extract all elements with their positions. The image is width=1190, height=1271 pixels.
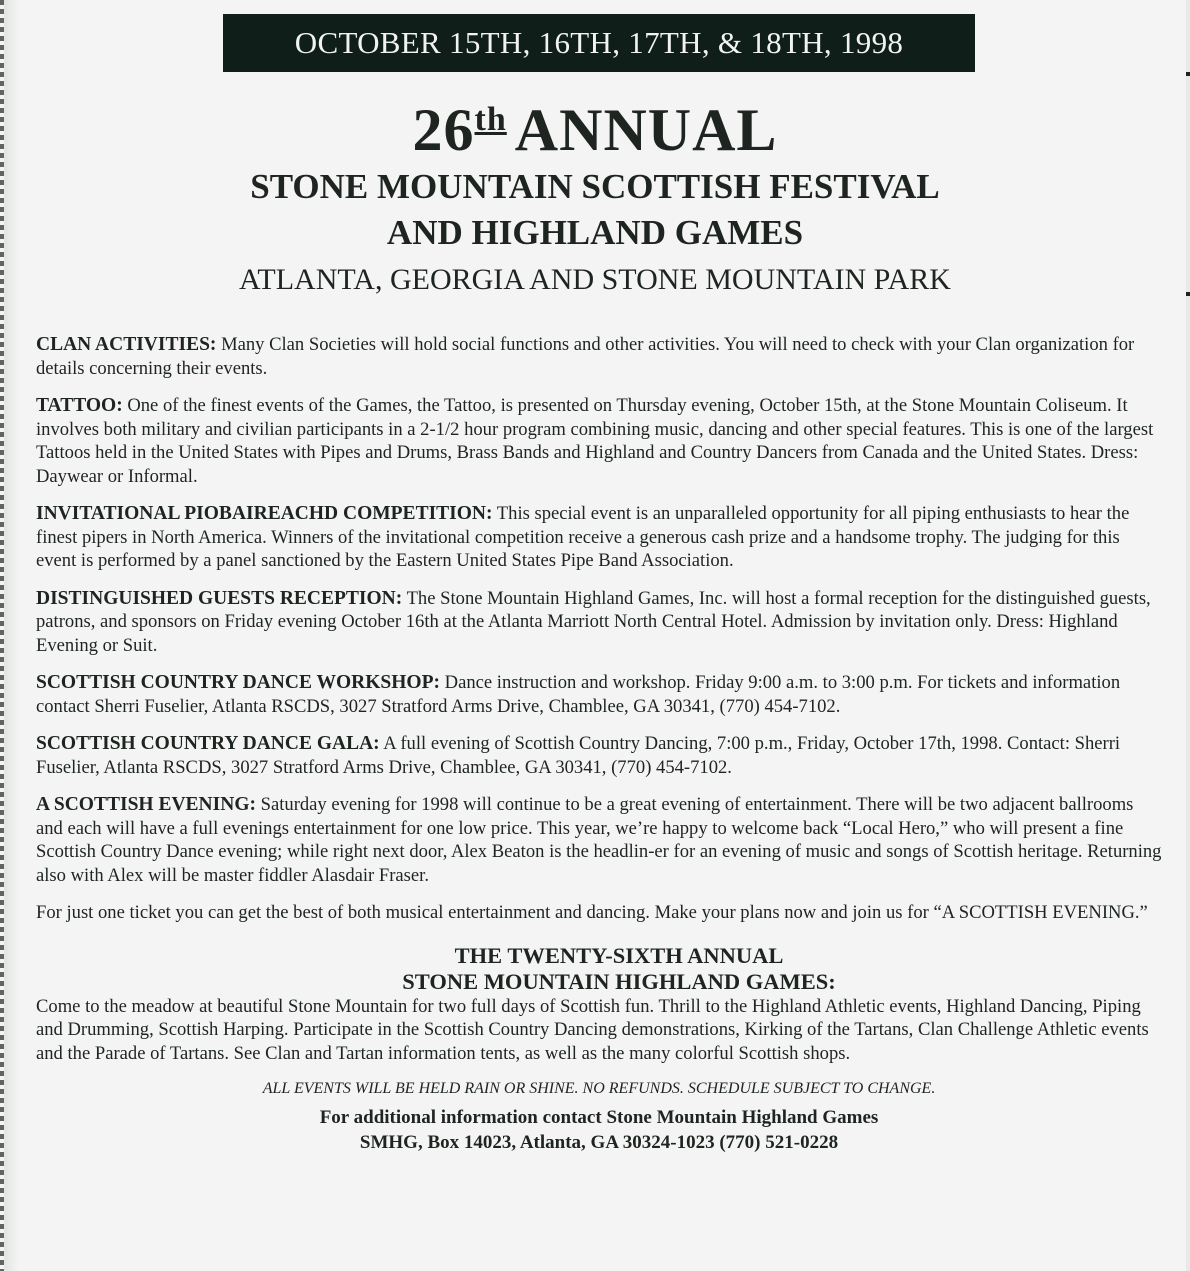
event-tattoo (36, 394, 1162, 488)
date-banner (223, 14, 975, 72)
event-clan-activities (36, 333, 1162, 380)
festival-title-line1: STONE MOUNTAIN SCOTTISH FESTIVAL (250, 167, 940, 206)
event-dance-workshop (36, 671, 1162, 718)
games-heading (36, 943, 1162, 995)
title-block (0, 86, 1190, 304)
games-description: Come to the meadow at beautiful Stone Mountain for two full days of Scottish fun. Thrill to the Highland Athletic events, Highland Dancing, Piping and Drumming, Scottish Harping. Participate in the Scottish Country Dancing demonstrations, Kirking of the Tartans, Clan Challenge Athletic events and the Parade of Tartans. See Clan and Tartan information tents, as well as the many colorful Scottish shops. (36, 995, 1149, 1064)
event-heading: SCOTTISH COUNTRY DANCE GALA: (36, 733, 380, 754)
event-heading: TATTOO: (36, 395, 123, 416)
event-heading: DISTINGUISHED GUESTS RECEPTION: (36, 587, 403, 609)
event-piobaireachd (36, 502, 1162, 573)
rain-or-shine-notice: ALL EVENTS WILL BE HELD RAIN OR SHINE. NO REFUNDS. SCHEDULE SUBJECT TO CHANGE. (262, 1080, 936, 1097)
event-heading: INVITATIONAL PIOBAIREACHD COMPETITION: (36, 503, 493, 524)
event-heading: SCOTTISH COUNTRY DANCE WORKSHOP: (36, 672, 440, 693)
binding-mark (1186, 72, 1190, 76)
annual-word: ANNUAL (514, 97, 778, 163)
event-scottish-evening (36, 793, 1162, 887)
event-text: A full evening of Scottish Country Dancing, 7:00 p.m., Friday, October 17th, 1998. Contact: Sherri Fuselier, Atlanta RSCDS, 3027 Stratford Arms Drive, Chamblee, GA 30341, (770) 454-7102. (36, 733, 1121, 778)
annual-title (0, 86, 1190, 164)
event-text: Many Clan Societies will hold social functions and other activities. You will need to check with your Clan organization for details concerning their events. (36, 334, 1135, 379)
festival-title-line2: AND HIGHLAND GAMES (386, 213, 804, 252)
event-text: This special event is an unparalleled opportunity for all piping enthusiasts to hear the finest pipers in North America. Winners of the invitational competition receive a generous cash prize and a handsome trophy. The judging for this event is performed by a panel sanctioned by the Eastern United States Pipe Band Association. (36, 503, 1130, 571)
annual-suffix: th (474, 101, 507, 138)
event-guests-reception (36, 587, 1162, 658)
event-text: Dance instruction and workshop. Friday 9:00 a.m. to 3:00 p.m. For tickets and information contact Sherri Fuselier, Atlanta RSCDS, 3027 Stratford Arms Drive, Chamblee, GA 30341, (770) 454-7102. (36, 672, 1121, 717)
event-heading: CLAN ACTIVITIES: (36, 334, 217, 355)
event-text: One of the finest events of the Games, the Tattoo, is presented on Thursday evening, October 15th, at the Stone Mountain Coliseum. It involves both military and civilian participants in a 2-1/2 hour program combining music, dancing and other special features. This is one of the largest Tattoos held in the United States with Pipes and Drums, Brass Bands and Highland and Country Dancers from Canada and the United States. Dress: Daywear or Informal. (36, 395, 1154, 487)
contact-line2: SMHG, Box 14023, Atlanta, GA 30324-1023 (770) 521-0228 (359, 1131, 839, 1153)
event-heading: A SCOTTISH EVENING: (36, 794, 256, 815)
contact-line1: For additional information contact Stone Mountain Highland Games (319, 1106, 879, 1128)
games-heading-line2: STONE MOUNTAIN HIGHLAND GAMES: (402, 968, 836, 994)
event-text: Saturday evening for 1998 will continue to be a great evening of entertainment. There will be two adjacent ballrooms and each will have a full evenings entertainment for one low price. This year, we’re happy to welcome back “Local Hero,” who will present a fine Scottish Country Dance evening; while right next door, Alex Beaton is the headlin-er for an evening of music and songs of Scottish heritage. Returning also with Alex will be master fiddler Alasdair Fraser. (36, 794, 1162, 886)
event-text: The Stone Mountain Highland Games, Inc. will host a formal reception for the distinguished guests, patrons, and sponsors on Friday evening October 16th at the Atlanta Marriott North Central Hotel. Admission by invitation only. Dress: Highland Evening or Suit. (36, 587, 1151, 656)
event-dates: OCTOBER 15TH, 16TH, 17TH, & 18TH, 1998 (294, 25, 904, 60)
games-heading-line1: THE TWENTY-SIXTH ANNUAL (454, 942, 784, 968)
annual-number: 26 (412, 97, 475, 163)
event-descriptions (36, 333, 1162, 1155)
scottish-evening-followup: For just one ticket you can get the best of both musical entertainment and dancing. Make your plans now and join us for “A SCOTTISH EVENING.” (36, 902, 1148, 923)
festival-location: ATLANTA, GEORGIA AND STONE MOUNTAIN PARK (239, 263, 951, 296)
event-dance-gala (36, 732, 1162, 779)
